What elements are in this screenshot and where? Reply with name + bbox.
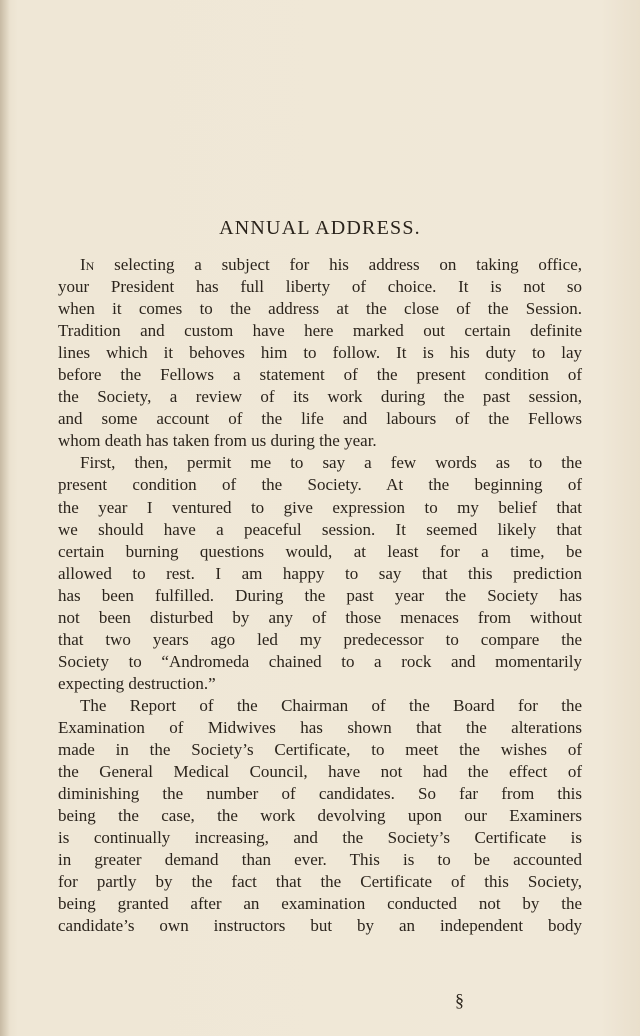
text-line: the Society, a review of its work during the past session,	[58, 387, 582, 407]
text-line: Tradition and custom have here marked out certain definite	[58, 321, 582, 341]
spine-shadow	[0, 0, 10, 1036]
text-line: is continually increasing, and the Society’s Certificate is	[58, 828, 582, 848]
text-line: certain burning questions would, at least for a time, be	[58, 541, 582, 561]
text-line: that two years ago led my predecessor to compare the	[58, 629, 582, 649]
body-text	[58, 254, 582, 937]
signature-mark: §	[455, 990, 464, 1010]
opening-word: In	[80, 255, 95, 274]
text-line: being granted after an examination conducted not by the	[58, 894, 582, 914]
text-line: the year I ventured to give expression to my belief that	[58, 497, 582, 517]
text-line: The Report of the Chairman of the Board for the	[80, 695, 582, 715]
text-line: allowed to rest. I am happy to say that this prediction	[58, 563, 582, 583]
text-line: made in the Society’s Certificate, to meet the wishes of	[58, 740, 582, 760]
text-line: First, then, permit me to say a few words as to the	[80, 453, 582, 473]
text-line: and some account of the life and labours of the Fellows	[58, 409, 582, 429]
text-line: before the Fellows a statement of the present condition of	[58, 365, 582, 385]
text-line: the General Medical Council, have not had the effect of	[58, 762, 582, 782]
page-title: ANNUAL ADDRESS.	[219, 217, 421, 239]
text-line: we should have a peaceful session. It seemed likely that	[58, 519, 582, 539]
text-line: lines which it behoves him to follow. It is his duty to lay	[58, 343, 582, 363]
text-line: In selecting a subject for his address on taking office,	[80, 255, 582, 274]
text-line: has been fulfilled. During the past year the Society has	[58, 585, 582, 605]
text-line: being the case, the work devolving upon our Examiners	[58, 806, 582, 826]
text-line: candidate’s own instructors but by an independent body	[58, 916, 582, 936]
text-line: your President has full liberty of choice. It is not so	[58, 277, 582, 297]
text-line: present condition of the Society. At the beginning of	[58, 475, 582, 495]
text-line: when it comes to the address at the close of the Session.	[58, 299, 582, 319]
text-line: Society to “Andromeda chained to a rock and momentarily	[58, 651, 582, 671]
text-line: whom death has taken from us during the year.	[58, 431, 377, 451]
text-line: for partly by the fact that the Certificate of this Society,	[58, 872, 582, 892]
text-line: diminishing the number of candidates. So far from this	[58, 784, 582, 804]
text-line: Examination of Midwives has shown that the alterations	[58, 717, 582, 737]
text-line: expecting destruction.”	[58, 673, 216, 693]
text-line: in greater demand than ever. This is to be accounted	[58, 850, 582, 870]
text-line: not been disturbed by any of those menaces from without	[58, 607, 582, 627]
